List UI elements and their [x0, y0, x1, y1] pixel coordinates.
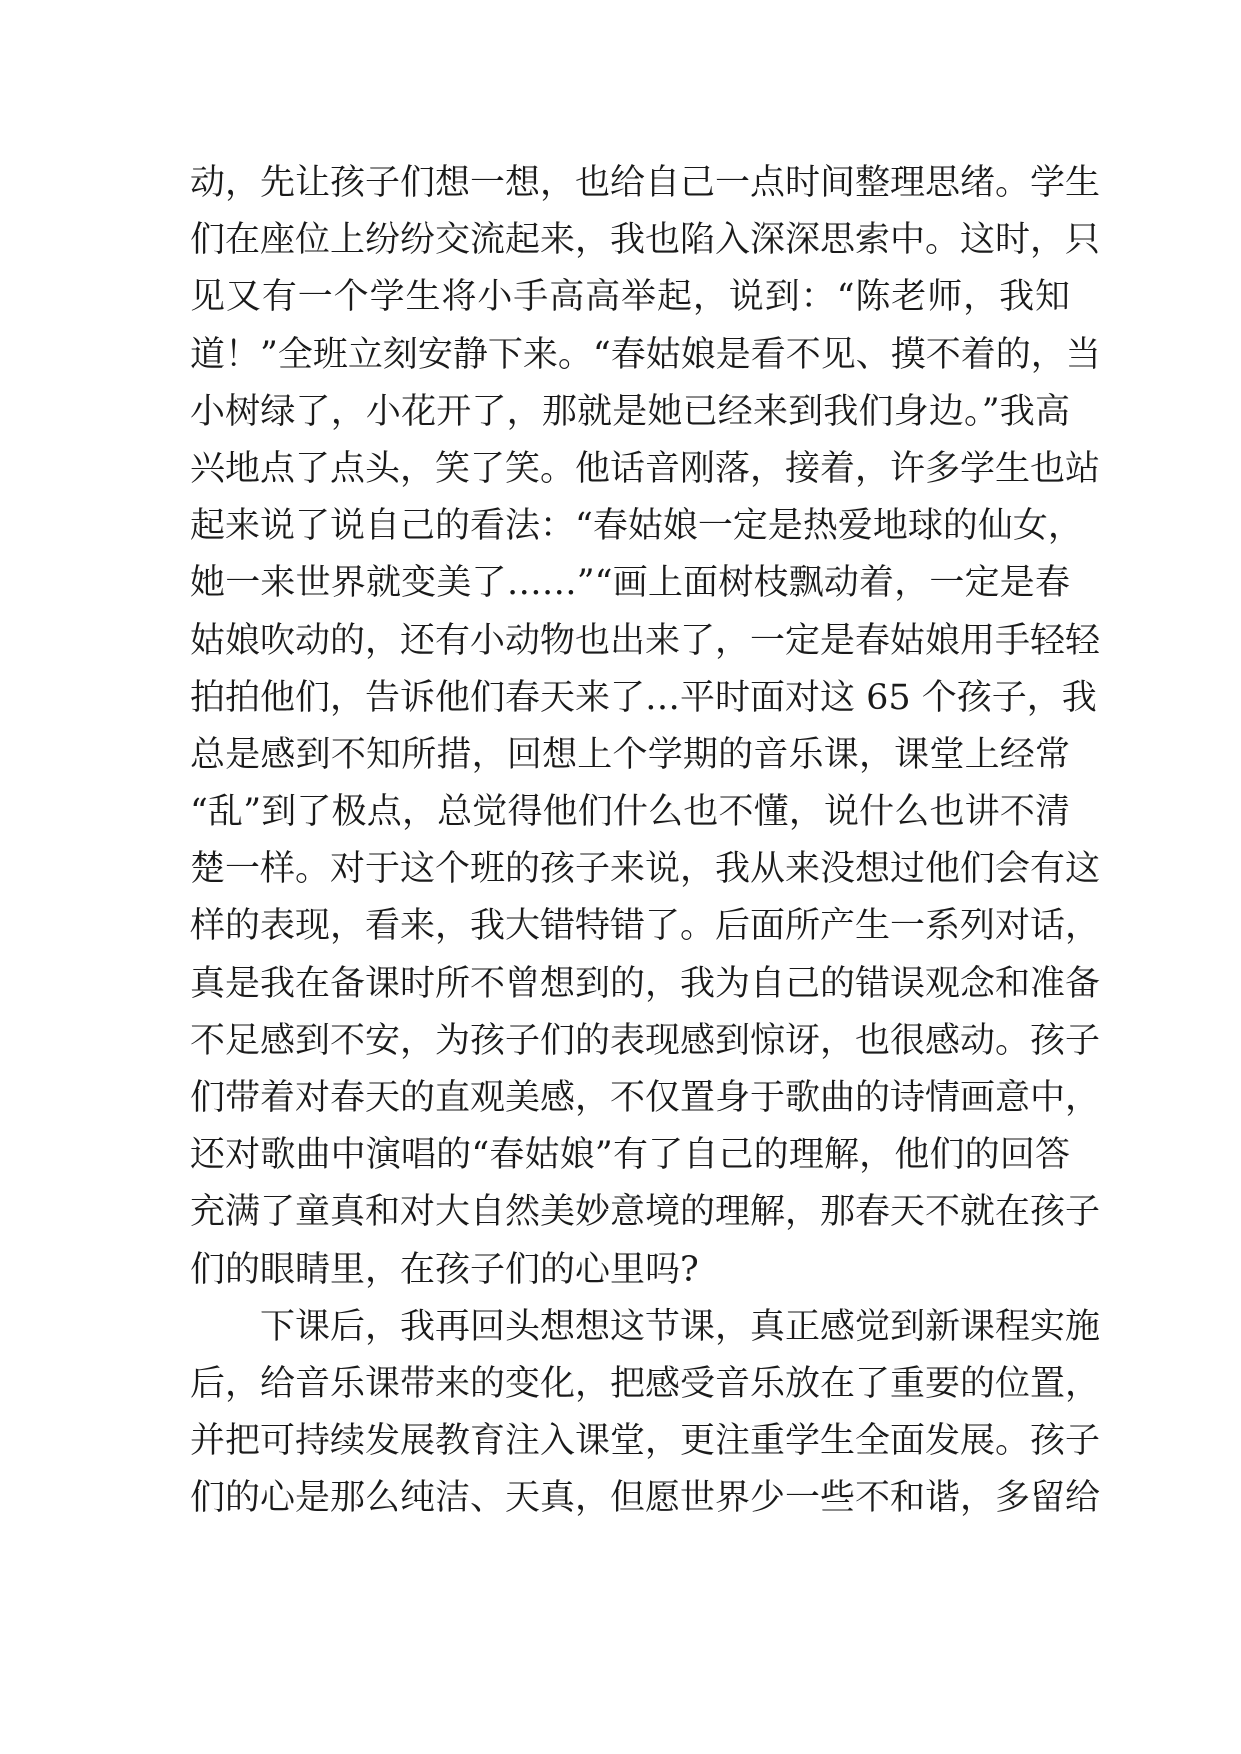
- text-line: “乱”到了极点，总觉得他们什么也不懂，说什么也讲不清: [190, 792, 1070, 833]
- text-line: 还对歌曲中演唱的“春姑娘”有了自己的理解，他们的回答: [190, 1135, 1070, 1176]
- text-line: 见又有一个学生将小手高高举起，说到：“陈老师，我知: [190, 277, 1070, 318]
- document-body: [190, 155, 1101, 1528]
- text-line: 姑娘吹动的，还有小动物也出来了，一定是春姑娘用手轻轻: [190, 620, 1101, 661]
- text-line: 下课后，我再回头想想这节课，真正感觉到新课程实施: [260, 1306, 1101, 1347]
- text-line: 并把可持续发展教育注入课堂，更注重学生全面发展。孩子: [190, 1421, 1101, 1462]
- text-line: 道！”全班立刻安静下来。“春姑娘是看不见、摸不着的，当: [190, 334, 1101, 375]
- text-line: 楚一样。对于这个班的孩子来说，我从来没想过他们会有这: [190, 849, 1101, 890]
- text-line: 她一来世界就变美了……”“画上面树枝飘动着，一定是春: [190, 563, 1070, 604]
- paragraph-2: [190, 1299, 1101, 1528]
- text-line: 后，给音乐课带来的变化，把感受音乐放在了重要的位置，: [190, 1363, 1101, 1404]
- text-line: 兴地点了点头，笑了笑。他话音刚落，接着，许多学生也站: [190, 448, 1101, 489]
- text-line: 们的眼睛里，在孩子们的心里吗?: [190, 1249, 699, 1290]
- text-line: 真是我在备课时所不曾想到的，我为自己的错误观念和准备: [190, 963, 1101, 1004]
- text-line: 充满了童真和对大自然美妙意境的理解，那春天不就在孩子: [190, 1192, 1101, 1233]
- text-line: 们带着对春天的直观美感，不仅置身于歌曲的诗情画意中，: [190, 1078, 1101, 1118]
- text-line: 样的表现，看来，我大错特错了。后面所产生一系列对话，: [190, 906, 1101, 947]
- text-line: 起来说了说自己的看法：“春姑娘一定是热爱地球的仙女，: [190, 506, 1083, 547]
- text-line: 小树绿了，小花开了，那就是她已经来到我们身边。”我高: [190, 391, 1070, 432]
- text-line: 动，先让孩子们想一想，也给自己一点时间整理思绪。学生: [190, 163, 1101, 203]
- text-line: 总是感到不知所措，回想上个学期的音乐课，课堂上经常: [190, 734, 1070, 775]
- text-line: 不足感到不安，为孩子们的表现感到惊讶，也很感动。孩子: [190, 1020, 1101, 1061]
- text-line: 拍拍他们，告诉他们春天来了…平时面对这 65 个孩子，我: [190, 677, 1097, 718]
- text-line: 们在座位上纷纷交流起来，我也陷入深深思索中。这时，只: [190, 220, 1101, 261]
- paragraph-1: [190, 155, 1101, 1299]
- text-line: 们的心是那么纯洁、天真，但愿世界少一些不和谐，多留给: [190, 1478, 1101, 1519]
